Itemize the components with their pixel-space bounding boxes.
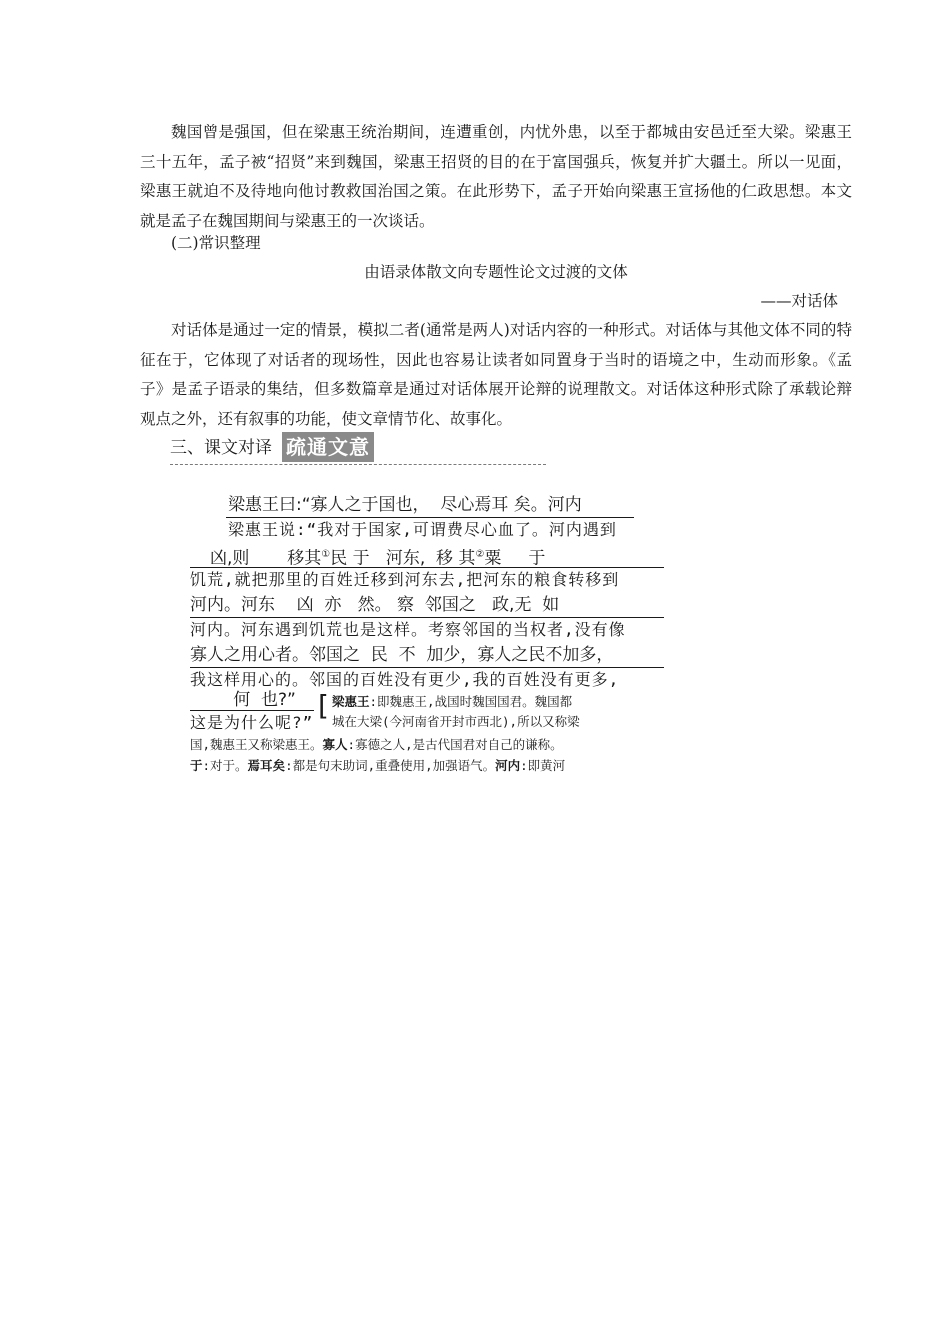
knowledge-center-title: 由语录体散文向专题性论文过渡的文体: [364, 263, 628, 281]
translation-line-3: 河内。河东遇到饥荒也是这样。考察邻国的当权者,没有像: [190, 620, 626, 639]
note-line-2: [332, 712, 580, 732]
underline-4: [190, 667, 664, 668]
note-term-6: 焉耳矣: [247, 758, 286, 773]
translation-line-4: 我这样用心的。邻国的百姓没有更少,我的百姓没有更多,: [190, 670, 620, 689]
underline-5: [190, 710, 314, 711]
note-text-5: :对于。: [202, 758, 248, 773]
note-line-1: [332, 692, 572, 712]
note-term-7: 河内: [495, 758, 521, 773]
intro-paragraph: 魏国曾是强国，但在梁惠王统治期间，连遭重创，内忧外患，以至于都城由安邑迁至大梁。梁惠王三十五年，孟子被“招贤”来到魏国，梁惠王招贤的目的在于富国强兵，恢复并扩大疆土。所以一见面，梁惠王就迫不及待地向他讨教救国治国之策。在此形势下，孟子开始向梁惠王宣扬他的仁政思想。本文就是孟子在魏国期间与梁惠王的一次谈话。: [140, 123, 852, 230]
footnote-marker-2: ②: [475, 549, 485, 560]
note-term-1: 梁惠王: [332, 694, 370, 709]
original-line-2-end: 粟 于: [484, 548, 546, 569]
section-heading: [170, 430, 546, 465]
note-text-4: :寡德之人,是古代国君对自己的谦称。: [347, 737, 563, 752]
note-bracket: [: [318, 689, 329, 722]
note-term-5: 于: [190, 758, 203, 773]
underline-1: [226, 517, 634, 518]
original-line-2-start: 凶,则 移其: [210, 548, 322, 569]
original-line-3: 河内。河东 凶 亦 然。 察 邻国之 政,无 如: [190, 595, 560, 615]
original-line-4: 寡人之用心者。邻国之 民 不 加少，寡人之民不加多，: [190, 645, 614, 665]
translation-block: [190, 494, 670, 774]
underline-2: [190, 567, 664, 568]
note-text-7: :即黄河: [520, 758, 566, 773]
note-line-4: [190, 756, 565, 776]
original-line-2-mid: 民 于 河东, 移 其: [330, 548, 476, 569]
original-line-2: [210, 544, 545, 570]
translation-line-1: 梁惠王说:“我对于国家,可谓费尽心血了。河内遇到: [228, 520, 617, 539]
footnote-marker-1: ①: [321, 549, 331, 560]
note-term-4: 寡人: [322, 737, 348, 752]
original-line-5: 何 也?”: [190, 690, 296, 710]
note-text-2: 城在大梁(今河南省开封市西北),所以又称梁: [332, 714, 580, 729]
note-text-1: :即魏惠王,战国时魏国国君。魏国都: [369, 694, 573, 709]
section-label: 三、课文对译: [170, 438, 272, 458]
knowledge-paragraph: 对话体是通过一定的情景，模拟二者(通常是两人)对话内容的一种形式。对话体与其他文体不同的特征在于，它体现了对话者的现场性，因此也容易让读者如同置身于当时的语境之中，生动而形象。《孟子》是孟子语录的集结，但多数篇章是通过对话体展开论辩的说理散文。对话体这种形式除了承载论辩观点之外，还有叙事的功能，使文章情节化、故事化。: [140, 321, 852, 428]
translation-line-5: 这是为什么呢?”: [190, 713, 314, 732]
translation-line-2: 饥荒,就把那里的百姓迁移到河东去,把河东的粮食转移到: [190, 570, 620, 589]
note-text-6: :都是句末助词,重叠使用,加强语气。: [285, 758, 496, 773]
underline-3: [190, 617, 664, 618]
original-line-1: 梁惠王曰:“寡人之于国也， 尽心焉耳 矣。河内: [228, 495, 582, 515]
knowledge-subheading: (二)常识整理: [171, 234, 261, 252]
note-line-3: [190, 735, 563, 755]
section-badge: 疏通文意: [282, 432, 374, 462]
note-text-3: 国,魏惠王又称梁惠王。: [190, 737, 323, 752]
knowledge-dash-title: ——对话体: [760, 292, 838, 310]
